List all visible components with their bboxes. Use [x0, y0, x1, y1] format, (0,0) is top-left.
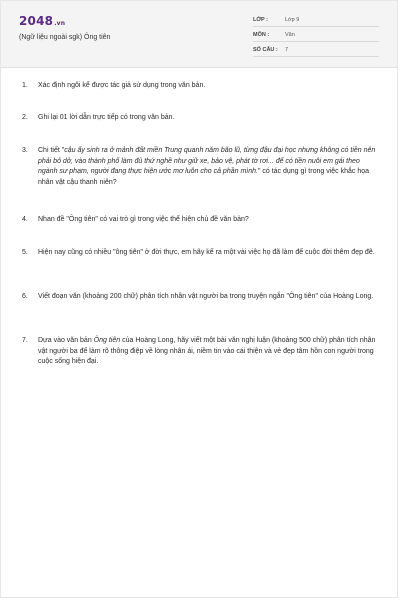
question-item	[19, 336, 381, 368]
question-number: 1.	[22, 82, 28, 89]
question-text: Ghi lại 01 lời dẫn trực tiếp có trong văn bản.	[38, 114, 175, 121]
meta-label: MÔN :	[253, 32, 270, 38]
meta-value: Văn	[285, 32, 295, 38]
logo-suffix: .vn	[54, 20, 66, 27]
site-logo[interactable]	[19, 14, 65, 28]
question-quote: cậu ấy sinh ra ở mảnh đất miền Trung quanh năm bão lũ, từng đậu đại học nhưng không có tiền nên phải bỏ dở, vào thành phố làm đủ thứ nghề như giữ xe, bảo vệ, phát tờ rơi... để có tiền nuôi em gái theo ngành sư phạm, người đang thực hiện ước mơ luôn cho cả phần mình.	[38, 147, 376, 175]
question-text: Xác định ngôi kể được tác giả sử dụng trong văn bản.	[38, 82, 206, 89]
question-text: Nhan đề "Ông tiên" có vai trò gì trong việc thể hiện chủ đề văn bản?	[38, 216, 249, 223]
meta-row-question-count	[253, 45, 379, 57]
meta-value: 7	[285, 47, 289, 53]
worksheet-header	[1, 1, 397, 68]
logo-main: 2048	[19, 14, 54, 28]
question-item	[19, 113, 381, 124]
question-number: 2.	[22, 114, 28, 121]
question-number: 3.	[22, 147, 28, 154]
question-text-post: của Hoàng Long, hãy viết một bài văn nghị luận (khoảng 500 chữ) phân tích nhân vật người ba để làm rõ thông điệp về lòng nhân ái, niềm tin vào cái thiện và vẻ đẹp tâm hồn con người trong cuộc sống hiện đại.	[38, 337, 376, 365]
question-number: 7.	[22, 337, 28, 344]
meta-row-subject	[253, 30, 379, 42]
question-number: 5.	[22, 249, 28, 256]
question-number: 4.	[22, 216, 28, 223]
question-item	[19, 248, 381, 259]
question-text: Viết đoạn văn (khoảng 200 chữ) phân tích nhân vật người ba trong truyện ngắn "Ông tiên" của Hoàng Long.	[38, 293, 374, 300]
work-title: Ông tiên	[93, 337, 121, 344]
question-item	[19, 81, 381, 92]
worksheet-title: (Ngữ liệu ngoài sgk) Ông tiên	[19, 34, 111, 41]
meta-value: Lớp 9	[285, 17, 300, 23]
question-text-pre: Chi tiết "	[38, 147, 65, 154]
meta-row-class	[253, 15, 379, 27]
question-text	[38, 336, 381, 368]
question-number: 6.	[22, 293, 28, 300]
question-text-post: " có tác dụng gì trong việc khắc họa nhân vật cậu thanh niên?	[38, 168, 370, 186]
question-item	[19, 215, 381, 226]
question-item	[19, 146, 381, 188]
question-text	[38, 146, 381, 188]
question-item	[19, 292, 381, 303]
meta-label: LỚP :	[253, 17, 268, 23]
question-text-pre: Dựa vào văn bản	[38, 337, 94, 344]
meta-label: SỐ CÂU :	[253, 47, 278, 53]
question-text: Hiện nay cũng có nhiều "ông tiên" ở đời thực, em hãy kể ra một vài việc họ đã làm để cuộc đời thêm đẹp đẽ.	[38, 249, 375, 256]
